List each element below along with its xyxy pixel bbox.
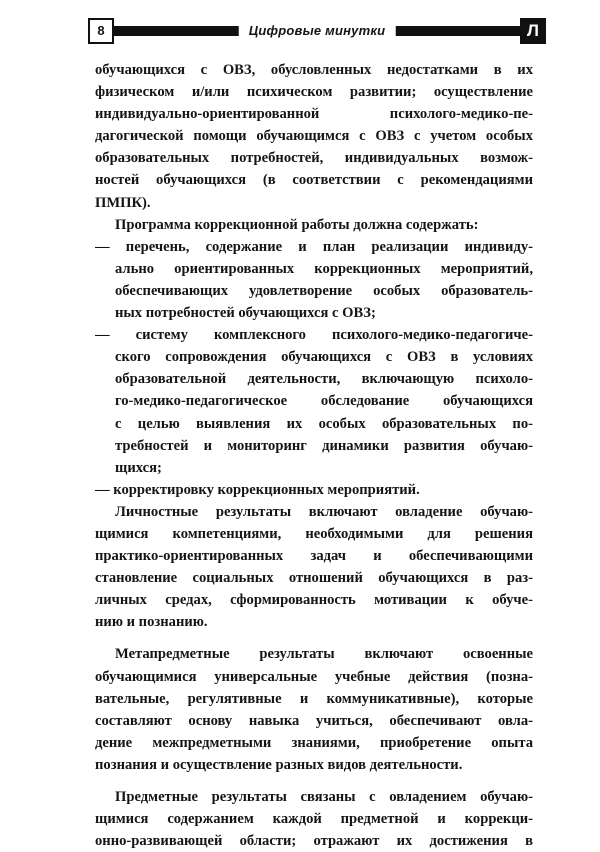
text-line: щимися компетенциями, необходимыми для решения (95, 525, 533, 542)
list-item-line: ского сопровождения обучающихся с ОВЗ в условиях (115, 349, 533, 366)
paragraph-gap (95, 776, 533, 786)
section-mark: Л (520, 18, 546, 44)
list-item-line: требностей и мониторинг динамики развития обучаю- (115, 437, 533, 454)
list-item-line: ально ориентированных коррекционных мероприятий, (115, 260, 533, 277)
text-line: практико-ориентированных задач и обеспечивающими (95, 548, 533, 565)
text-line: Метапредметные результаты включают освоенные (115, 646, 533, 663)
text-line: личных средах, сформированность мотивации к обуче- (95, 592, 533, 609)
text-line: физическом и/или психическом развитии; осуществление (95, 84, 533, 101)
text-line: дение межпредметными знаниями, приобретение опыта (95, 734, 533, 751)
text-line: составляют основу навыка учиться, обеспечивают овла- (95, 712, 533, 729)
list-item-line: ных потребностей обучающихся с ОВЗ; (115, 305, 376, 322)
text-line: обучающихся с ОВЗ, обусловленных недостатками в их (95, 62, 533, 78)
text-line: нию и познанию. (95, 614, 208, 631)
page-header (88, 18, 546, 44)
list-item-line: — корректировку коррекционных мероприятий. (95, 481, 420, 498)
list-item-line: — систему комплексного психолого-медико-педагогиче- (95, 327, 533, 344)
list-item-line: с целью выявления их особых образовательных по- (115, 415, 533, 432)
text-line: ностей обучающихся (в соответствии с рекомендациями (95, 172, 533, 189)
page-number: 8 (88, 18, 114, 44)
list-item-line: щихся; (115, 459, 162, 476)
text-line: познания и осуществление разных видов деятельности. (95, 756, 463, 773)
body-text (95, 59, 533, 852)
text-line: образовательных потребностей, индивидуальных возмож- (95, 150, 533, 167)
list-item-line: обеспечивающих удовлетворение особых образователь- (115, 282, 533, 299)
text-line: обучающимися универсальные учебные действия (позна- (95, 668, 533, 685)
text-line: Программа коррекционной работы должна содержать: (115, 216, 479, 233)
text-line: Предметные результаты связаны с овладением обучаю- (115, 789, 533, 805)
paragraph-gap (95, 633, 533, 643)
text-line: дагогической помощи обучающимся с ОВЗ с учетом особых (95, 128, 533, 145)
running-title: Цифровые минутки (239, 20, 396, 42)
text-line: ПМПК). (95, 194, 151, 211)
text-line: вательные, регулятивные и коммуникативные), которые (95, 690, 533, 707)
list-item-line: образовательной деятельности, включающую психоло- (115, 371, 533, 388)
text-line: индивидуально-ориентированной психолого-медико-пе- (95, 106, 533, 123)
text-line: онно-развивающей области; отражают их достижения в (95, 833, 533, 850)
text-line: становление социальных отношений обучающихся в раз- (95, 570, 533, 587)
text-line: Личностные результаты включают овладение обучаю- (115, 503, 533, 520)
list-item-line: го-медико-педагогическое обследование обучающихся (115, 393, 533, 410)
text-line: щимися содержанием каждой предметной и коррекци- (95, 811, 533, 828)
list-item-line: — перечень, содержание и план реализации индивиду- (95, 238, 533, 255)
